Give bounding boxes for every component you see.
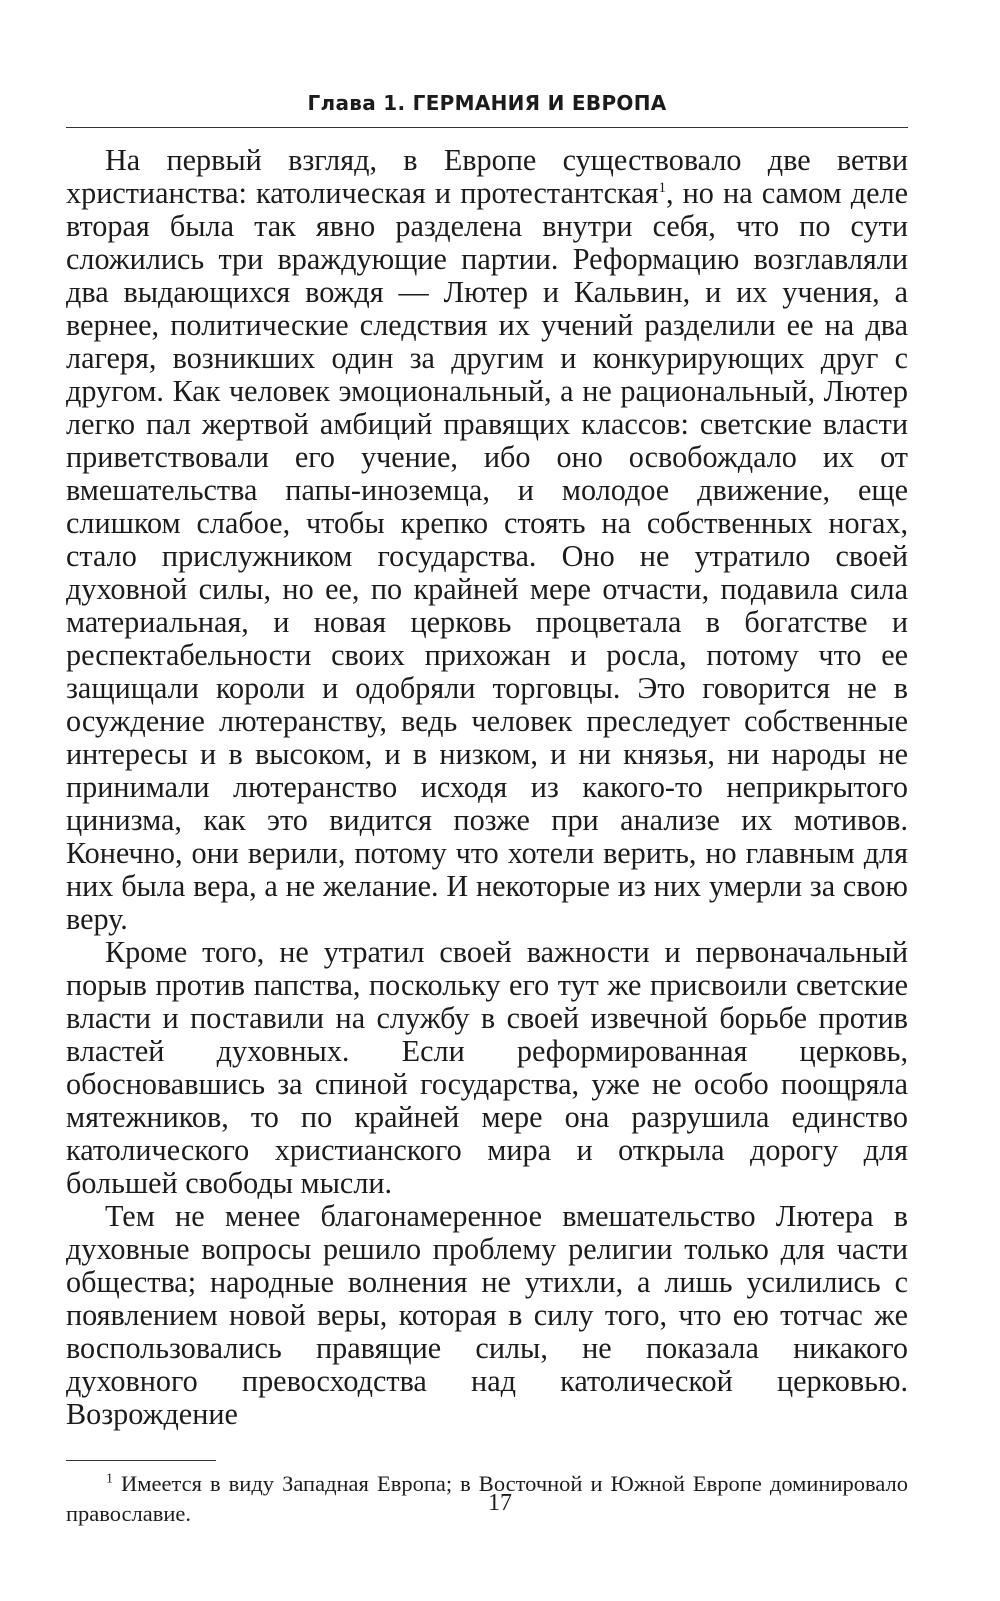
body-text	[66, 144, 908, 1431]
footnote-marker: 1	[106, 1471, 113, 1487]
paragraph-1	[66, 144, 908, 936]
running-head: Глава 1. ГЕРМАНИЯ И ЕВРОПА	[66, 90, 908, 128]
footnote-text: Имеется в виду Западная Европа; в Восточной и Южной Европе доминировало православие.	[66, 1471, 908, 1526]
paragraph-1-text-end: , но на самом деле вторая была так явно разделена внутри себя, что по сути сложились три враждующие партии. Реформацию возглавляли два выдающихся вождя — Лютер и Кальвин, и их учения, а вернее, политические следствия их учений разделили ее на два лагеря, возникших один за другим и конкурирующих друг с другом. Как человек эмоциональный, а не рациональный, Лютер легко пал жертвой амбиций правящих классов: светские власти приветствовали его учение, ибо оно освобождало их от вмешательства папы-иноземца, и молодое движение, еще слишком слабое, чтобы крепко стоять на собственных ногах, стало прислужником государства. Оно не утратило своей духовной силы, но ее, по крайней мере отчасти, подавила сила материальная, и новая церковь процветала в богатстве и респектабельности своих прихожан и росла, потому что ее защищали короли и одобряли торговцы. Это говорится не в осуждение лютеранству, ведь человек преследует собственные интересы и в высоком, и в низком, и ни князья, ни народы не принимали лютеранство исходя из какого-то неприкрытого цинизма, как это видится позже при анализе их мотивов. Конечно, они верили, потому что хотели верить, но главным для них была вера, а не желание. И некоторые из них умерли за свою веру.	[66, 176, 908, 936]
paragraph-2: Кроме того, не утратил своей важности и первоначальный порыв против папства, поскольку его тут же присвоили светские власти и поставили на службу в своей извечной борьбе против властей духовных. Если реформированная церковь, обосновавшись за спиной государства, уже не особо поощряла мятежников, то по крайней мере она разрушила единство католического христианского мира и открыла дорогу для большей свободы мысли.	[66, 935, 908, 1200]
page-number: 17	[488, 1490, 512, 1516]
footnote-reference: 1	[658, 179, 666, 196]
paragraph-3: Тем не менее благонамеренное вмешательство Лютера в духовные вопросы решило проблему религии только для части общества; народные волнения не утихли, а лишь усилились с появлением новой веры, которая в силу того, что ею тотчас же воспользовались правящие силы, не показала никакого духовного превосходства над католической церковью. Возрождение	[66, 1199, 908, 1431]
footnote-divider	[66, 1460, 216, 1461]
book-page	[66, 90, 908, 1529]
paragraph-1-text-start: На первый взгляд, в Европе существовало две ветви христианства: католическая и протестантская	[66, 143, 908, 210]
